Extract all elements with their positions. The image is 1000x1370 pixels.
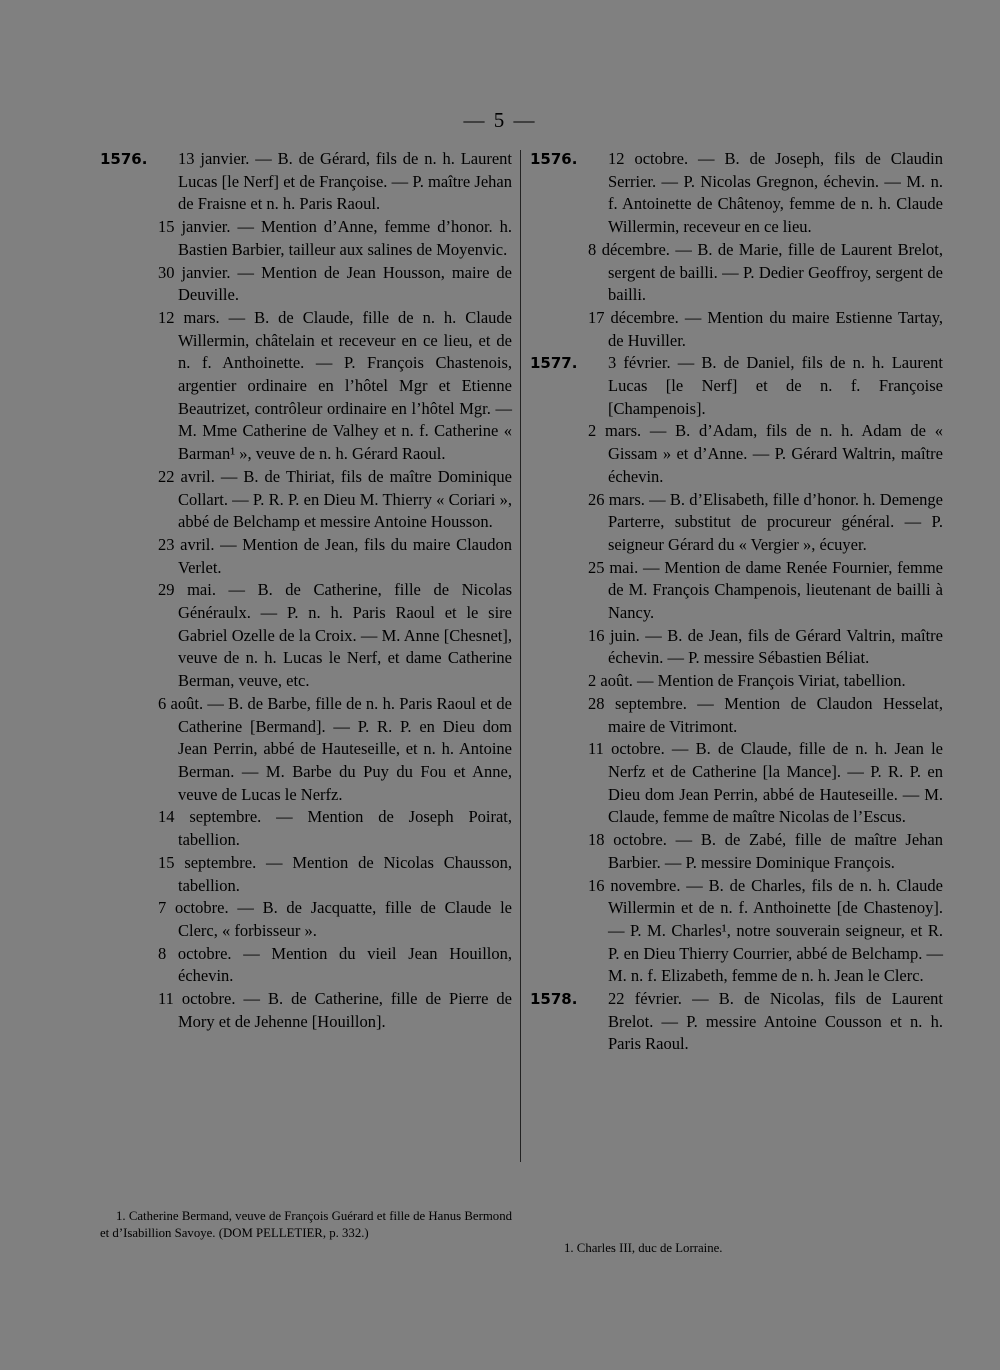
entry [100, 534, 512, 579]
entry-text: 26 mars. — B. d’Elisabeth, fille d’honor. h. Demenge Parterre, substitut de procureur général. — P. seigneur Gérard du « Vergier », écuyer. [588, 489, 943, 554]
entry-text: 6 août. — B. de Barbe, fille de n. h. Paris Raoul et de Catherine [Bermand]. — P. R. P. en Dieu dom Jean Perrin, abbé de Hauteseille, et n. h. Antoine Berman. — M. Barbe du Puy du Fou et Anne, veuve de Lucas le Nerfz. [158, 693, 512, 804]
entry [100, 579, 512, 693]
entry-text: 30 janvier. — Mention de Jean Housson, maire de Deuville. [158, 262, 512, 305]
entry [530, 239, 943, 307]
left-column [100, 148, 512, 1033]
entry-text: 11 octobre. — B. de Catherine, fille de Pierre de Mory et de Jehenne [Houillon]. [158, 989, 512, 1031]
entry [100, 466, 512, 534]
entry [100, 852, 512, 897]
entry [530, 489, 943, 557]
entry [100, 262, 512, 307]
entry [100, 216, 512, 261]
entry [530, 148, 943, 239]
entry-text: 15 janvier. — Mention d’Anne, femme d’honor. h. Bastien Barbier, tailleur aux salines de Moyenvic. [158, 217, 512, 259]
footnote-text: 1. Charles III, duc de Lorraine. [564, 1241, 723, 1255]
footnote-right [548, 1240, 943, 1257]
entry-text: 15 septembre. — Mention de Nicolas Chausson, tabellion. [158, 852, 512, 895]
entry-text: 17 décembre. — Mention du maire Estienne Tartay, de Huviller. [588, 307, 943, 350]
entry-text: 2 mars. — B. d’Adam, fils de n. h. Adam de « Gissam » et d’Anne. — P. Gérard Waltrin, maître échevin. [588, 421, 943, 486]
entry-text: 29 mai. — B. de Catherine, fille de Nicolas Généraulx. — P. n. h. Paris Raoul et le sire Gabriel Ozelle de la Croix. — M. Anne [Chesnet], veuve de n. h. Lucas le Nerf, et dame Catherine Berman, veuve, etc. [158, 580, 512, 691]
column-divider [520, 150, 521, 1162]
entry [100, 148, 512, 216]
entry-text: 12 mars. — B. de Claude, fille de n. h. Claude Willermin, châtelain et receveur en ce lieu, et de n. f. Anthoinette. — P. François Chastenois, argentier ordinaire en l’hôtel Mgr et Etienne Beautrizet, contrôleur ordinaire en l’hôtel Mgr. — M. Mme Catherine de Valhey et n. f. Catherine « Barman¹ », veuve de n. h. Gérard Raoul. [158, 307, 512, 464]
entry-text: 13 janvier. — B. de Gérard, fils de n. h. Laurent Lucas [le Nerf] et de Françoise. — P. maître Jehan de Fraisne et n. h. Paris Raoul. [178, 149, 512, 214]
year-label: 1576. [100, 150, 148, 168]
entry-text: 3 février. — B. de Daniel, fils de n. h. Laurent Lucas [le Nerf] et de n. f. Françoise [Champenois]. [608, 353, 943, 418]
year-label: 1576. [530, 150, 578, 168]
footnote-left [100, 1208, 512, 1242]
entry [530, 557, 943, 625]
entry-text: 22 février. — B. de Nicolas, fils de Laurent Brelot. — P. messire Antoine Cousson et n. h. Paris Raoul. [608, 989, 943, 1054]
year-label: 1577. [530, 354, 578, 373]
entry-text: 16 novembre. — B. de Charles, fils de n. h. Claude Willermin et de n. f. Anthoinette [de Chastenoy]. — P. M. Charles¹, notre souverain seigneur, et R. P. en Dieu Thierry Courrier, abbé de Belchamp. — M. n. f. Elizabeth, femme de n. h. Jean le Clerc. [588, 875, 943, 986]
entry [100, 943, 512, 988]
entry-text: 18 octobre. — B. de Zabé, fille de maître Jehan Barbier. — P. messire Dominique François. [588, 830, 943, 872]
entry-text: 8 décembre. — B. de Marie, fille de Laurent Brelot, sergent de bailli. — P. Dedier Geoffroy, sergent de bailli. [588, 239, 943, 305]
entry [530, 352, 943, 420]
entry [530, 625, 943, 670]
entry-text: 7 octobre. — B. de Jacquatte, fille de Claude le Clerc, « forbisseur ». [158, 898, 512, 940]
entry [530, 738, 943, 829]
entry-text: 11 octobre. — B. de Claude, fille de n. h. Jean le Nerfz et de Catherine [la Mance]. — P. R. P. en Dieu dom Jean Perrin, abbé de Hauteseille. — M. Claude, femme de maître Nicolas de l’Escus. [588, 739, 943, 827]
year-label: 1578. [530, 990, 578, 1009]
entry-text: 23 avril. — Mention de Jean, fils du maire Claudon Verlet. [158, 534, 512, 577]
entry-text: 16 juin. — B. de Jean, fils de Gérard Valtrin, maître échevin. — P. messire Sébastien Béliat. [588, 625, 943, 668]
entry [100, 897, 512, 942]
entry [530, 420, 943, 488]
entry [530, 829, 943, 874]
entry-text: 25 mai. — Mention de dame Renée Fournier, femme de M. François Champenois, lieutenant de bailli à Nancy. [588, 557, 943, 623]
entry [100, 307, 512, 466]
entry-text: 14 septembre. — Mention de Joseph Poirat, tabellion. [158, 807, 512, 850]
entry [530, 693, 943, 738]
entry [100, 693, 512, 807]
entry [530, 670, 943, 693]
entry [100, 988, 512, 1033]
footnote-text: 1. Catherine Bermand, veuve de François Guérard et fille de Hanus Bermond et d’Isabillion Savoye. (DOM PELLETIER, p. 332.) [100, 1209, 512, 1240]
entry [530, 307, 943, 352]
page-number: — 5 — [463, 108, 537, 132]
entry-text: 28 septembre. — Mention de Claudon Hesselat, maire de Vitrimont. [588, 693, 943, 736]
entry-text: 12 octobre. — B. de Joseph, fils de Claudin Serrier. — P. Nicolas Gregnon, échevin. — M. n. f. Antoinette de Châtenoy, femme de n. h. Claude Willermin, receveur en ce lieu. [608, 149, 943, 237]
entry [530, 875, 943, 989]
entry-text: 22 avril. — B. de Thiriat, fils de maître Dominique Collart. — P. R. P. en Dieu M. Thierry « Coriari », abbé de Belchamp et messire Antoine Housson. [158, 466, 512, 532]
entry [530, 988, 943, 1056]
entry-text: 2 août. — Mention de François Viriat, tabellion. [588, 671, 906, 691]
entry [100, 806, 512, 851]
entry-text: 8 octobre. — Mention du vieil Jean Houillon, échevin. [158, 943, 512, 986]
right-column [530, 148, 943, 1056]
